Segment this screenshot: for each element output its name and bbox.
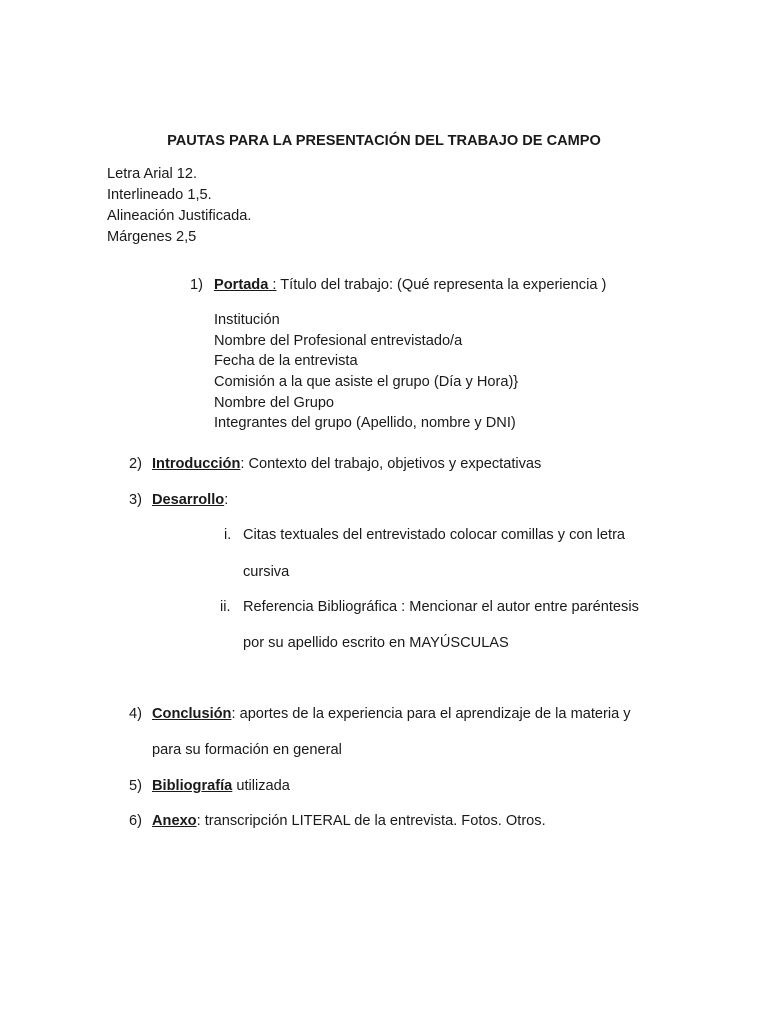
list-item-number: 1) [190, 277, 203, 293]
subitem-number: ii. [220, 599, 231, 615]
list-item-bibliografia [152, 777, 290, 795]
list-item-number: 4) [129, 706, 142, 722]
list-item-introduccion [152, 455, 541, 473]
subitem-text-continued: por su apellido escrito en MAYÚSCULAS [243, 635, 509, 651]
subitem-text-continued: cursiva [243, 564, 290, 580]
portada-subline: Comisión a la que asiste el grupo (Día y Hora)} [214, 374, 519, 390]
list-item-number: 2) [129, 456, 142, 472]
portada-subline: Integrantes del grupo (Apellido, nombre y DNI) [214, 415, 516, 431]
format-line-margins: Márgenes 2,5 [107, 229, 197, 245]
item-text-continued: para su formación en general [152, 742, 342, 758]
item-label: Desarrollo [152, 492, 225, 508]
subitem-text: Citas textuales del entrevistado colocar comillas y con letra [243, 527, 626, 543]
document-title: PAUTAS PARA LA PRESENTACIÓN DEL TRABAJO DE CAMPO [167, 133, 601, 149]
item-text: : [224, 492, 229, 508]
item-text: : transcripción LITERAL de la entrevista. Fotos. Otros. [196, 813, 546, 829]
list-item-conclusion [152, 705, 631, 723]
portada-subline: Fecha de la entrevista [214, 353, 358, 369]
item-text: : Contexto del trabajo, objetivos y expectativas [240, 456, 542, 472]
list-item-portada [214, 276, 606, 294]
item-separator: : [268, 277, 277, 293]
portada-subline: Institución [214, 312, 280, 328]
portada-subline: Nombre del Profesional entrevistado/a [214, 333, 463, 349]
format-line-font: Letra Arial 12. [107, 166, 198, 182]
item-label: Anexo [152, 813, 197, 829]
list-item-number: 6) [129, 813, 142, 829]
list-item-number: 3) [129, 492, 142, 508]
item-label: Conclusión [152, 706, 232, 722]
format-line-spacing: Interlineado 1,5. [107, 187, 212, 203]
item-text: Título del trabajo: (Qué representa la experiencia ) [276, 277, 607, 293]
item-text: : aportes de la experiencia para el aprendizaje de la materia y [231, 706, 631, 722]
subitem-text: Referencia Bibliográfica : Mencionar el autor entre paréntesis [243, 599, 639, 615]
list-item-number: 5) [129, 778, 142, 794]
item-text: utilizada [232, 778, 290, 794]
subitem-number: i. [224, 527, 232, 543]
item-label: Bibliografía [152, 778, 233, 794]
list-item-anexo [152, 812, 546, 830]
item-label: Introducción [152, 456, 241, 472]
list-item-desarrollo [152, 491, 228, 509]
portada-subline: Nombre del Grupo [214, 395, 335, 411]
format-line-alignment: Alineación Justificada. [107, 208, 252, 224]
item-label: Portada [214, 277, 269, 293]
